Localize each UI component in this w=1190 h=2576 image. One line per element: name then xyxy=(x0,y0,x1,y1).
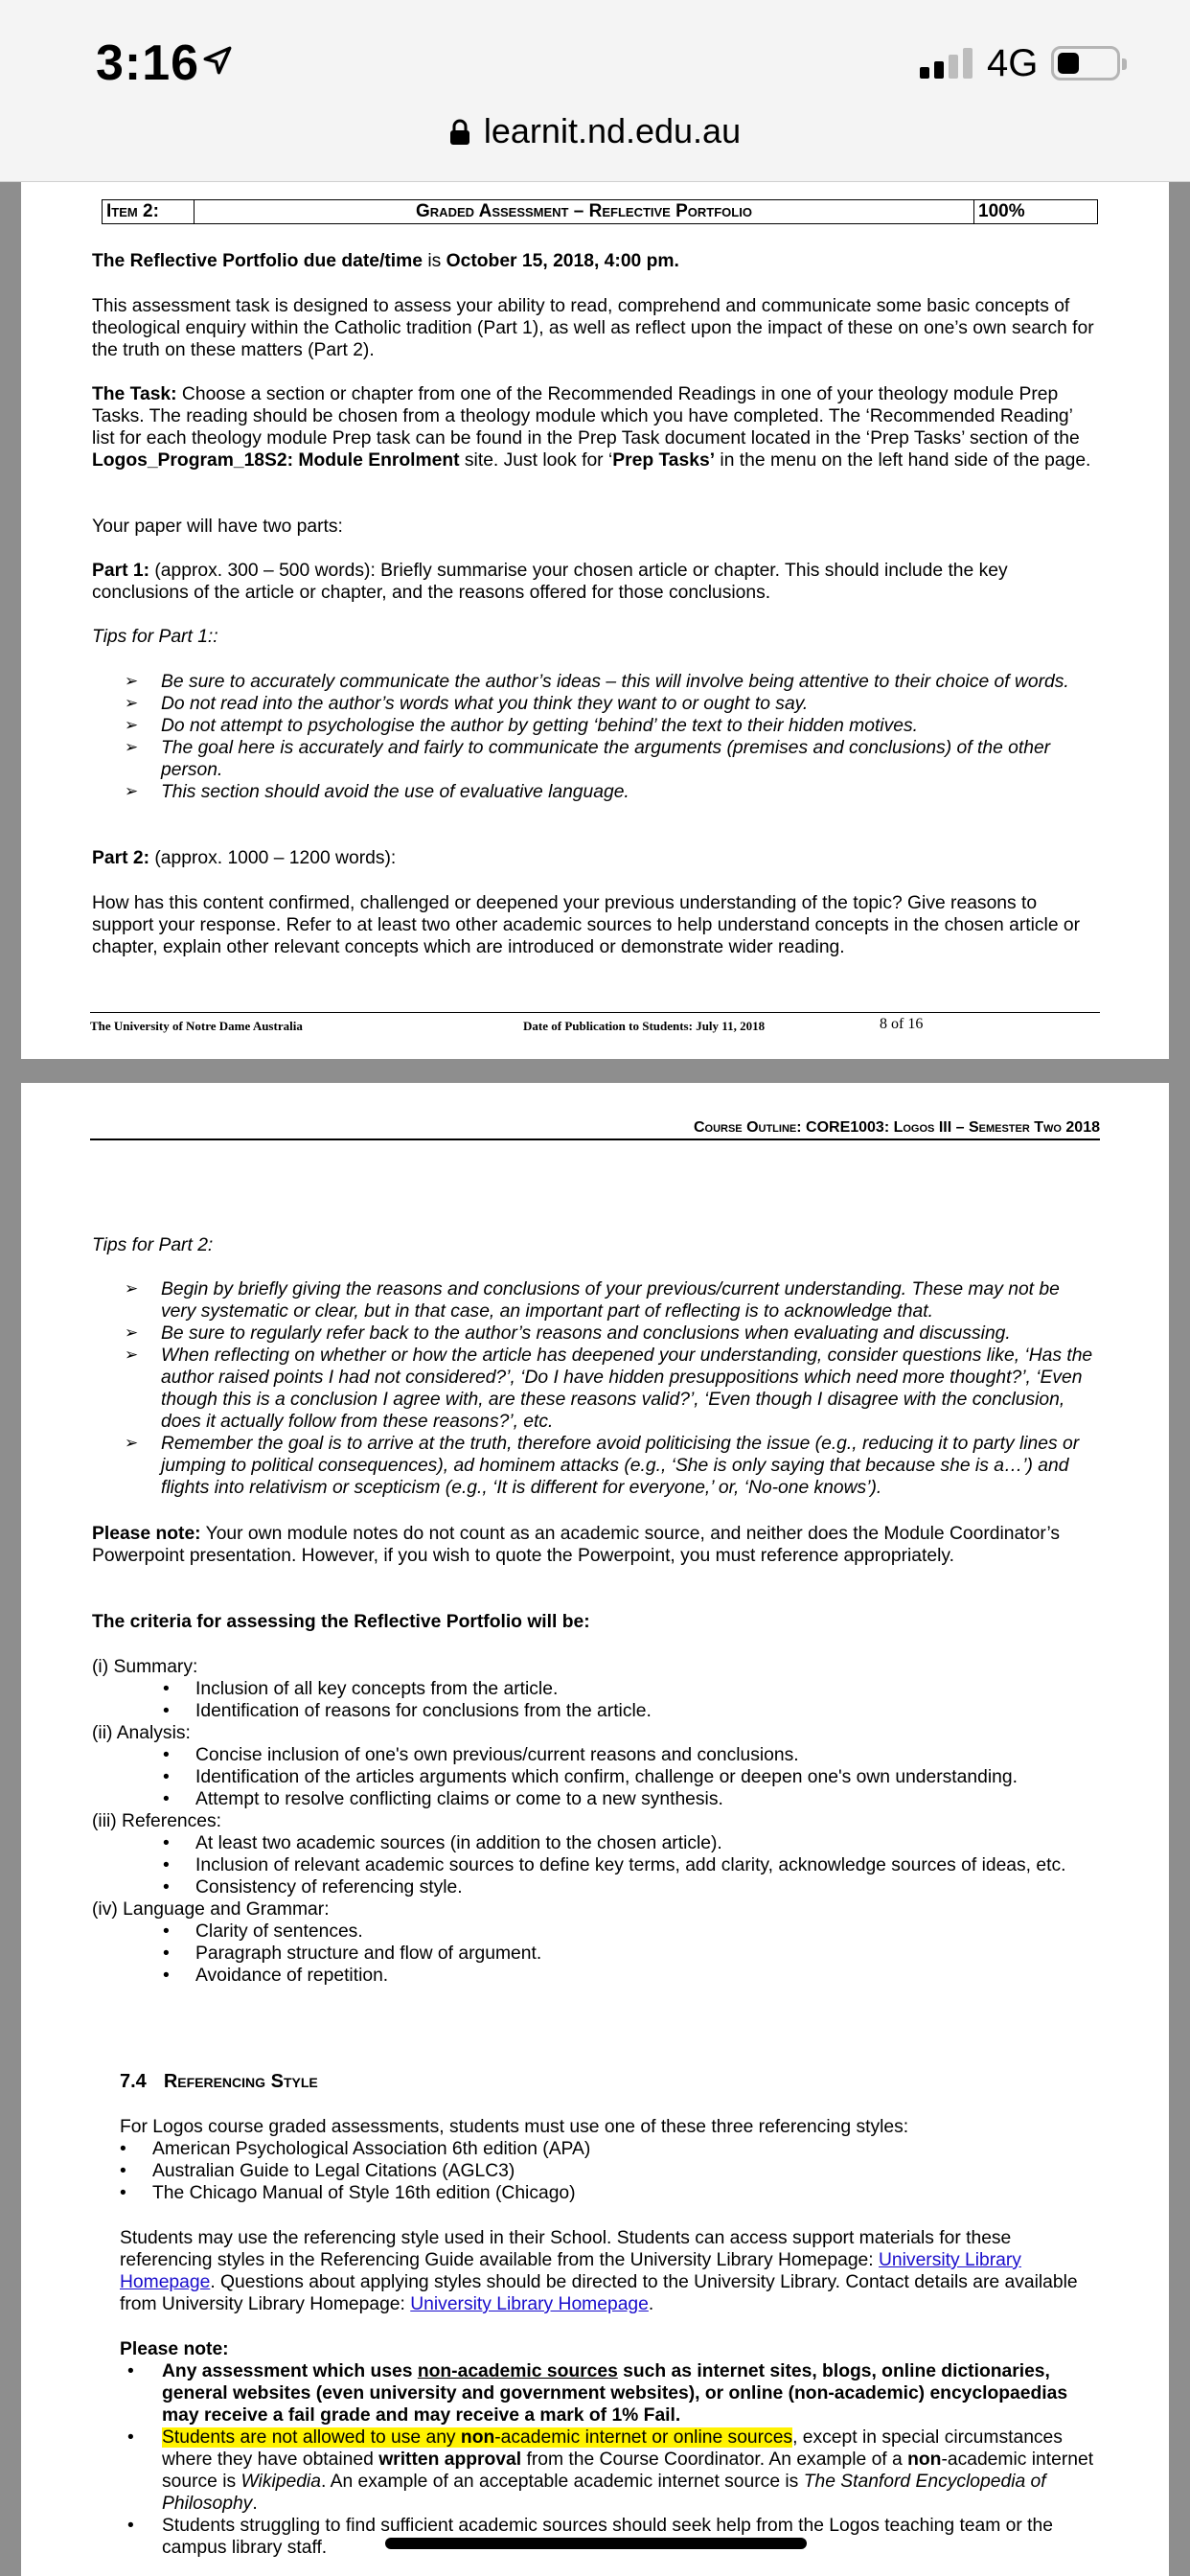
library-homepage-link-2[interactable]: University Library Homepage xyxy=(410,2294,649,2314)
section-heading: 7.4 Referencing Style xyxy=(120,2071,318,2092)
list-item: ➢ Be sure to accurately communicate the author’s ideas – this will involve being attentive to their choice of words. xyxy=(92,671,1098,693)
criteria-list xyxy=(92,1656,1098,1987)
list-item: • Students struggling to find sufficient academic sources should seek help from the Logos teaching team or the campus library staff. xyxy=(120,2515,1097,2559)
list-item: ➢ Do not read into the author’s words what you think they want to or ought to say. xyxy=(92,693,1098,715)
list-item: • Inclusion of all key concepts from the article. xyxy=(92,1678,1098,1700)
please-note-label: Please note: xyxy=(120,2339,229,2359)
list-item: ➢ This section should avoid the use of evaluative language. xyxy=(92,781,1098,803)
two-parts-line: Your paper will have two parts: xyxy=(92,517,343,537)
highlighted-text: Students are not allowed to use any non-academic internet or online sources xyxy=(162,2427,793,2448)
list-item: ➢ Remember the goal is to arrive at the truth, therefore avoid politicising the issue (e.g., reducing it to party lines or jumping to political consequences), ad hominem attacks (e.g., ‘She is only saying that because she is a…’) and flights into relativism or scepticism (e.g., ‘It is different for everyone,’ or, ‘No-one knows’). xyxy=(92,1433,1098,1499)
part1-paragraph: Part 1: (approx. 300 – 500 words): Briefly summarise your chosen article or chapter. This should include the key conclusions of the article or chapter, and the reasons offered for those conclusions. xyxy=(92,561,1008,603)
list-item: • Concise inclusion of one's own previous/current reasons and conclusions. xyxy=(92,1744,1098,1766)
item-table xyxy=(102,199,1098,224)
list-item: • Attempt to resolve conflicting claims or come to a new synthesis. xyxy=(92,1788,1098,1810)
footer-page-number: 8 of 16 xyxy=(880,1016,924,1032)
list-item: • Avoidance of repetition. xyxy=(92,1965,1098,1987)
cellular-signal-icon xyxy=(920,48,973,79)
referencing-styles-list xyxy=(49,2138,1097,2204)
list-item: • Identification of reasons for conclusions from the article. xyxy=(92,1700,1098,1722)
list-item: • Identification of the articles arguments which confirm, challenge or deepen one's own understanding. xyxy=(92,1766,1098,1788)
part2-line: Part 2: (approx. 1000 – 1200 words): xyxy=(92,848,397,868)
list-item: • Clarity of sentences. xyxy=(92,1920,1098,1943)
tips2-title: Tips for Part 2: xyxy=(92,1235,214,1255)
tips2-list xyxy=(92,1278,1098,1499)
document-page-8 xyxy=(21,182,1169,1059)
list-item: • Paragraph structure and flow of argument. xyxy=(92,1943,1098,1965)
location-arrow-icon xyxy=(201,44,234,77)
list-item: • Inclusion of relevant academic sources to define key terms, add clarity, acknowledge sources of ideas, etc. xyxy=(92,1854,1098,1876)
library-homepage-link[interactable]: University Library Homepage xyxy=(120,2250,1021,2292)
list-item: ➢ Be sure to regularly refer back to the author’s reasons and conclusions when evaluating and discussing. xyxy=(92,1322,1098,1345)
module-notes-paragraph: Please note: Your own module notes do not count as an academic source, and neither does the Module Coordinator’s Powerpoint presentation. However, if you wish to quote the Powerpoint, you must reference appropriately. xyxy=(92,1524,1061,1566)
criteria-heading: (ii) Analysis: xyxy=(92,1723,191,1743)
lock-icon xyxy=(449,119,470,146)
home-indicator[interactable] xyxy=(385,2538,807,2549)
footer-publication-date: Date of Publication to Students: July 11, 2018 xyxy=(523,1019,766,1033)
criteria-heading: (i) Summary: xyxy=(92,1657,198,1677)
page-footer xyxy=(90,1012,1100,1034)
list-item: • Consistency of referencing style. xyxy=(92,1876,1098,1898)
intro-paragraph: This assessment task is designed to assess your ability to read, comprehend and communicate some basic concepts of theological enquiry within the Catholic tradition (Part 1), as well as reflect upon the impact of these on one’s own search for the truth on these matters (Part 2). xyxy=(92,296,1094,360)
criteria-heading: (iv) Language and Grammar: xyxy=(92,1899,330,1920)
criteria-heading: (iii) References: xyxy=(92,1811,222,1831)
please-note-list xyxy=(120,2360,1097,2559)
footer-university: The University of Notre Dame Australia xyxy=(90,1019,303,1033)
document-page-9 xyxy=(21,1083,1169,2576)
part2-paragraph: How has this content confirmed, challenged or deepened your previous understanding of the topic? Give reasons to support your response. Refer to at least two other academic sources to help understand concepts in the chosen article or chapter, explain other relevant concepts which are introduced or demonstrate wider reading. xyxy=(92,893,1081,957)
list-item: ➢ The goal here is accurately and fairly to communicate the arguments (premises and conclusions) of the other person. xyxy=(92,737,1098,781)
network-type: 4G xyxy=(987,42,1039,84)
due-date-line: The Reflective Portfolio due date/time is October 15, 2018, 4:00 pm. xyxy=(92,251,679,271)
list-item: ➢ Do not attempt to psychologise the author by getting ‘behind’ the text to their hidden motives. xyxy=(92,715,1098,737)
tips1-list xyxy=(92,671,1098,803)
list-item: • Any assessment which uses non-academic sources such as internet sites, blogs, online dictionaries, general websites (even university and government websites), or online (non-academic) encyclopaedias may receive a fail grade and may receive a mark of 1% Fail. xyxy=(120,2360,1097,2426)
criteria-title: The criteria for assessing the Reflective Portfolio will be: xyxy=(92,1612,590,1632)
item-title: Graded Assessment – Reflective Portfolio xyxy=(195,200,974,223)
address-bar[interactable] xyxy=(0,111,1190,151)
referencing-intro: For Logos course graded assessments, students must use one of these three referencing styles: xyxy=(120,2117,909,2137)
status-time: 3:16 xyxy=(96,35,200,91)
tips1-title: Tips for Part 1:: xyxy=(92,627,218,647)
url-text: learnit.nd.edu.au xyxy=(483,111,742,150)
list-item: • Australian Guide to Legal Citations (AGLC3) xyxy=(49,2160,1097,2182)
list-item: • Students are not allowed to use any non-academic internet or online sources, except in special circumstances where they have obtained written approval from the Course Coordinator. An example of a non-academic internet source is Wikipedia. An example of an acceptable academic internet source is The Stanford Encyclopedia of Philosophy. xyxy=(120,2426,1097,2515)
referencing-support-paragraph: Students may use the referencing style used in their School. Students can access support materials for these referencing styles in the Referencing Guide available from the University Library Homepage: University Library Homepage. Questions about applying styles should be directed to the University Library. Contact details are available from University Library Homepage: University Library Homepage. xyxy=(120,2228,1078,2314)
list-item: • At least two academic sources (in addition to the chosen article). xyxy=(92,1832,1098,1854)
list-item: • American Psychological Association 6th edition (APA) xyxy=(49,2138,1097,2160)
browser-top-bar xyxy=(0,0,1190,182)
battery-icon xyxy=(1051,46,1120,80)
list-item: ➢ When reflecting on whether or how the article has deepened your understanding, consider questions like, ‘Has the author raised points I had not considered?’, ‘Do I have hidden presuppositions which need more thought?’, ‘Even though this is a conclusion I agree with, are these reasons valid?’, ‘Even though I disagree with the conclusion, does it actually follow from these reasons?’, etc. xyxy=(92,1345,1098,1433)
item-label: Item 2: xyxy=(103,200,195,223)
list-item: • The Chicago Manual of Style 16th edition (Chicago) xyxy=(49,2182,1097,2204)
list-item: ➢ Begin by briefly giving the reasons and conclusions of your previous/current understanding. These may not be very systematic or clear, but in that case, an important part of reflecting is to acknowledge that. xyxy=(92,1278,1098,1322)
page-header: Course Outline: CORE1003: Logos III – Semester Two 2018 xyxy=(90,1119,1100,1140)
item-weight: 100% xyxy=(978,201,1025,221)
task-paragraph: The Task: Choose a section or chapter from one of the Recommended Readings in one of your theology module Prep Tasks. The reading should be chosen from a theology module which you have completed. The ‘Recommended Reading’ list for each theology module Prep task can be found in the Prep Task document located in the ‘Prep Tasks’ section of the Logos_Program_18S2: Module Enrolment site. Just look for ‘Prep Tasks’ in the menu on the left hand side of the page. xyxy=(92,384,1091,471)
